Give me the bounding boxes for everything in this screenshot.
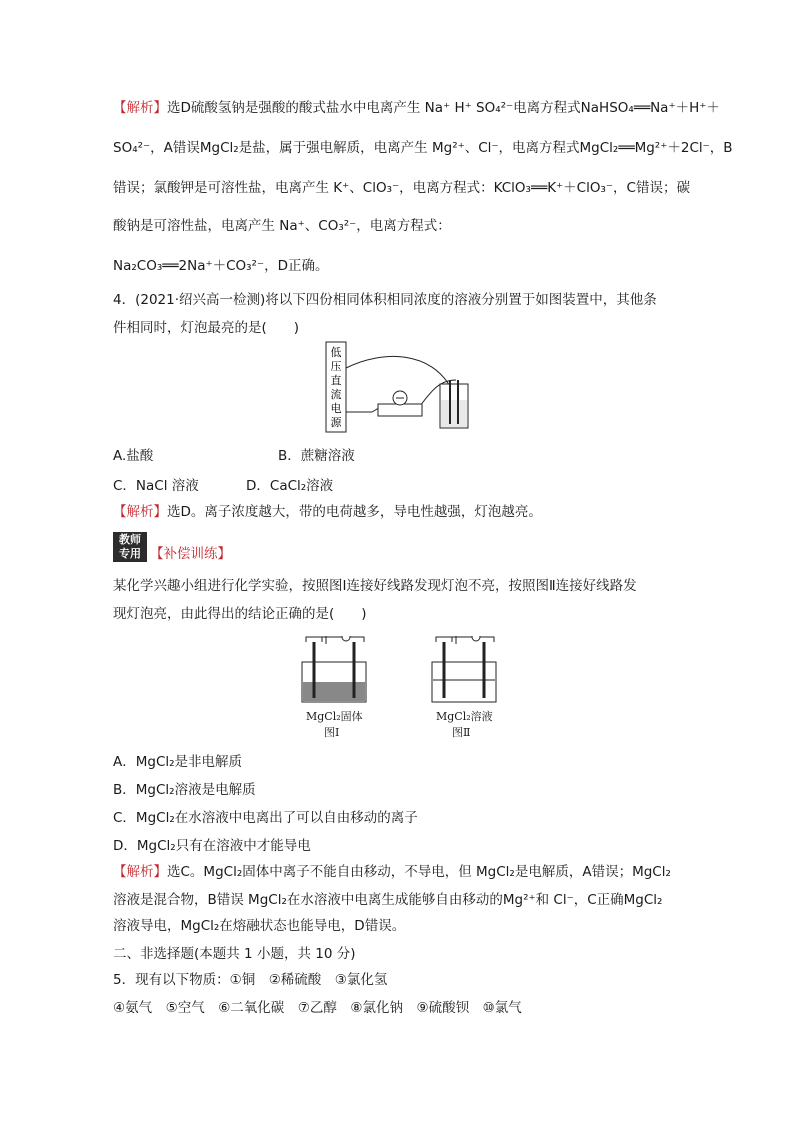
- question-4-text: 4．(2021·绍兴高一检测)将以下四份相同体积相同浓度的溶液分别置于如图装置中，其他条: [113, 292, 657, 308]
- option-a: A．MgCl₂是非电解质: [113, 754, 243, 770]
- option-b: B．蔗糖溶液: [278, 448, 355, 464]
- supplement-title: 【补偿训练】: [150, 546, 231, 562]
- fig2-label: 图Ⅱ: [452, 726, 471, 739]
- question-5-items: ④氨气 ⑤空气 ⑥二氧化碳 ⑦乙醇 ⑧氯化钠 ⑨硫酸钡 ⑩氯气: [113, 1000, 522, 1016]
- option-d: D．MgCl₂只有在溶液中才能导电: [113, 838, 311, 854]
- circuit-diagram-q4: [322, 340, 472, 436]
- answer-paragraph-line: 【解析】选D硫酸氢钠是强酸的酸式盐水中电离产生 Na⁺ H⁺ SO₄²⁻电离方程式NaHSO₄══Na⁺＋H⁺＋: [113, 100, 720, 116]
- answer-supplement: 【解析】选C。MgCl₂固体中离子不能自由移动，不导电，但 MgCl₂是电解质，A错误；MgCl₂: [113, 864, 671, 880]
- supplement-text: 某化学兴趣小组进行化学实验，按照图Ⅰ连接好线路发现灯泡不亮，按照图Ⅱ连接好线路发: [113, 578, 637, 594]
- answer-paragraph-line: 错误；氯酸钾是可溶性盐，电离产生 K⁺、ClO₃⁻，电离方程式：KClO₃══K⁺＋ClO₃⁻，C错误；碳: [113, 180, 690, 196]
- bulb-icon: [342, 636, 350, 641]
- question-4-text: 件相同时，灯泡最亮的是( ): [113, 320, 300, 336]
- question-5-text: 5．现有以下物质：①铜 ②稀硫酸 ③氯化氢: [113, 972, 388, 988]
- power-source-label: 低压直流电源: [330, 346, 342, 429]
- answer-supplement: 溶液是混合物，B错误 MgCl₂在水溶液中电离生成能够自由移动的Mg²⁺和 Cl⁻，C正确MgCl₂: [113, 892, 663, 908]
- fig1-caption: MgCl₂固体: [306, 710, 363, 723]
- answer-q4: 【解析】选D。离子浓度越大，带的电荷越多，导电性越强，灯泡越亮。: [113, 504, 542, 520]
- section-heading: 二、非选择题(本题共 1 小题，共 10 分): [113, 946, 356, 962]
- answer-paragraph-line: SO₄²⁻，A错误MgCl₂是盐，属于强电解质，电离产生 Mg²⁺、Cl⁻，电离方程式MgCl₂══Mg²⁺＋2Cl⁻，B: [113, 140, 733, 156]
- bulb-icon: [472, 636, 480, 641]
- option-a: A.盐酸: [113, 448, 154, 464]
- supplement-text: 现灯泡亮，由此得出的结论正确的是( ): [113, 606, 367, 622]
- answer-paragraph-line: 酸钠是可溶性盐，电离产生 Na⁺、CO₃²⁻，电离方程式：: [113, 218, 451, 234]
- fig2-caption: MgCl₂溶液: [436, 710, 493, 723]
- answer-supplement: 溶液导电，MgCl₂在熔融状态也能导电，D错误。: [113, 918, 406, 934]
- answer-paragraph-line: Na₂CO₃══2Na⁺＋CO₃²⁻，D正确。: [113, 258, 329, 274]
- option-c: C．MgCl₂在水溶液中电离出了可以自由移动的离子: [113, 810, 418, 826]
- option-c: C．NaCl 溶液: [113, 478, 199, 494]
- beaker-diagram-fig1: [300, 636, 370, 706]
- teacher-badge: 教师 专用: [113, 532, 147, 562]
- option-d: D．CaCl₂溶液: [246, 478, 334, 494]
- fig1-label: 图Ⅰ: [324, 726, 340, 739]
- option-b: B．MgCl₂溶液是电解质: [113, 782, 256, 798]
- beaker-diagram-fig2: [430, 636, 500, 706]
- analysis-label: 【解析】: [113, 100, 167, 116]
